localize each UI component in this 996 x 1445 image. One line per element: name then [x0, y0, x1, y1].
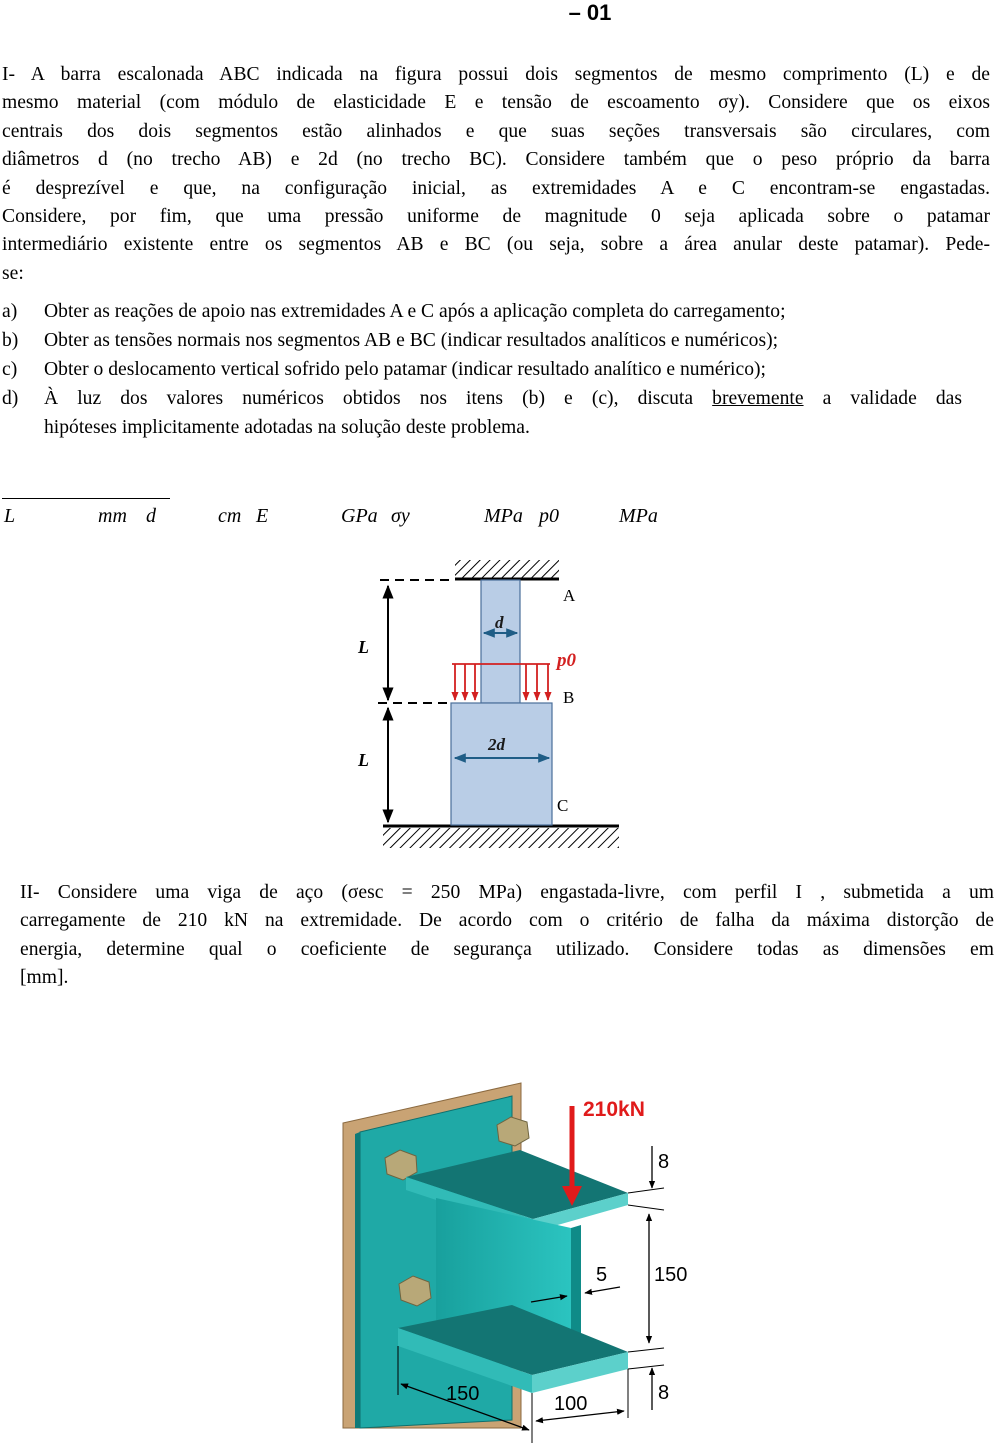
param-d: d [146, 505, 156, 527]
dim-bottom-flange-ext2 [628, 1365, 664, 1369]
param-unit-gpa: GPa [341, 505, 378, 527]
problem-2-line: II- Considere uma viga de aço (σesc = 250 MPa) engastada-livre, com perfil I , submetida a um [20, 882, 994, 903]
label-d: d [495, 613, 504, 632]
dim-web-label: 5 [596, 1264, 608, 1286]
dim-bottom-flange-ext [628, 1348, 664, 1352]
label-p0: p0 [557, 650, 576, 671]
dim-width-label: 100 [554, 1393, 588, 1415]
item-text-post: a validade das [803, 388, 962, 409]
item-text: Obter as reações de apoio nas extremidades A e C após a aplicação completa do carregamento; [44, 301, 786, 322]
label-C: C [557, 796, 569, 815]
dim-top-flange-ext [628, 1188, 664, 1193]
param-sigma-y: σy [391, 505, 410, 527]
item-text: hipóteses implicitamente adotadas na solução deste problema. [44, 417, 530, 438]
item-text-pre: À luz dos valores numéricos obtidos nos itens (b) e (c), discuta [44, 388, 713, 409]
underlined-word: brevemente [712, 388, 804, 409]
problem-1-line: Considere, por fim, que uma pressão uniforme de magnitude 0 seja aplicada sobre o patamar [2, 206, 990, 228]
problem-1-line: intermediário existente entre os segmentos AB e BC (ou seja, sobre a área anular deste patamar). Pede- [2, 234, 990, 256]
load-label: 210kN [583, 1098, 645, 1121]
param-unit-mpa-2: MPa [619, 505, 658, 527]
dim-web-arrow-right [585, 1287, 620, 1293]
problem-1-line: é desprezível e que, na configuração inicial, as extremidades A e C encontram-se engastadas. [2, 177, 990, 199]
end-plate-edge [355, 1132, 360, 1428]
label-A: A [563, 586, 576, 605]
label-2d: 2d [488, 735, 505, 754]
param-unit-mm: mm [98, 505, 127, 527]
problem-1-line: centrais dos dois segmentos estão alinhados e que suas seções transversais são circulares, com [2, 120, 990, 142]
problem-1-line: mesmo material (com módulo de elasticidade E e tensão de escoamento σy). Considere que os eixos [2, 92, 990, 114]
param-unit-mpa: MPa [484, 505, 523, 527]
label-B: B [563, 688, 575, 707]
param-unit-cm: cm [218, 505, 242, 527]
problem-1-line: se: [2, 262, 24, 284]
item-text: Obter o deslocamento vertical sofrido pelo patamar (indicar resultado analítico e numérico); [44, 359, 766, 380]
problem-1-line: I- A barra escalonada ABC indicada na figura possui dois segmentos de mesmo comprimento (L) e de [2, 64, 990, 85]
problem-2-line: energia, determine qual o coeficiente de segurança utilizado. Considere todas as dimensões em [20, 938, 994, 960]
item-marker: d) [2, 388, 19, 409]
item-text: Obter as tensões normais nos segmentos AB e BC (indicar resultados analíticos e numéricos); [44, 330, 779, 351]
problem-2-line: carregamente de 210 kN na extremidade. De acordo com o critério de falha da máxima distorção de [20, 910, 994, 932]
param-L: L [4, 505, 16, 527]
item-marker: a) [2, 301, 18, 322]
param-E: E [256, 505, 269, 527]
web-side [571, 1225, 581, 1340]
page-title: – 01 [568, 0, 612, 25]
item-marker: c) [2, 359, 18, 380]
item-marker: b) [2, 330, 19, 351]
dim-top-flange-label: 8 [658, 1151, 670, 1173]
dim-top-flange-ext2 [628, 1205, 664, 1210]
label-L-lower: L [358, 750, 369, 770]
label-L-upper: L [358, 637, 369, 657]
problem-2-line: [mm]. [20, 967, 69, 989]
dim-length-label: 150 [446, 1383, 480, 1405]
dim-bottom-flange-label: 8 [658, 1382, 670, 1404]
param-p0: p0 [539, 505, 559, 527]
problem-1-line: diâmetros d (no trecho AB) e 2d (no trecho BC). Considere também que o peso próprio da barra [2, 149, 990, 171]
dim-height-label: 150 [654, 1264, 688, 1286]
